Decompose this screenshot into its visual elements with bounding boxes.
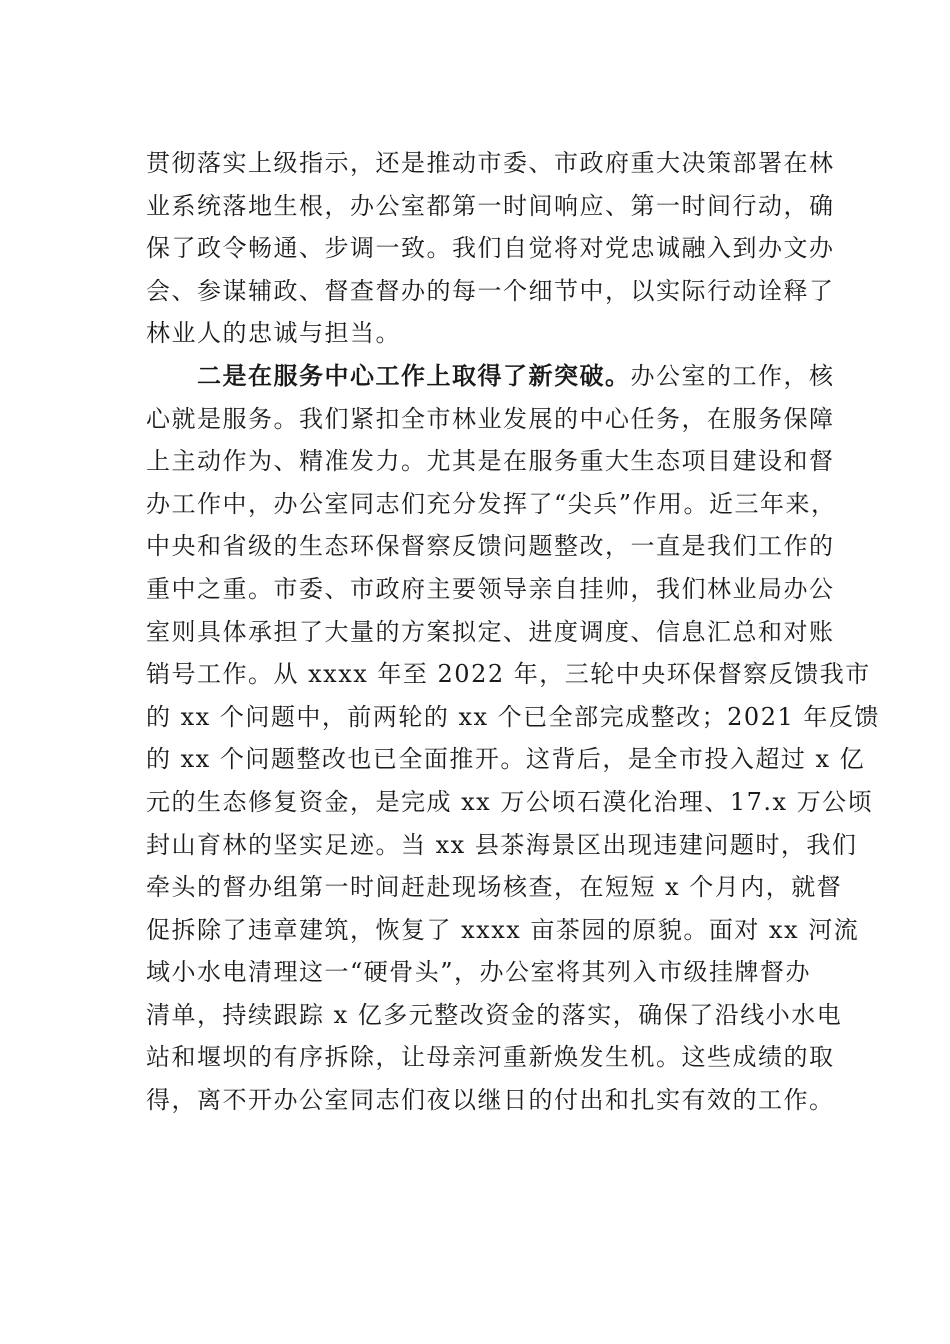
- paragraph-2-first-line-rest: 办公室的工作，核: [630, 361, 835, 390]
- text-line: 林业人的忠诚与担当。: [146, 319, 401, 348]
- text-line: 销号工作。从 xxxx 年至 2022 年，三轮中央环保督察反馈我市: [146, 660, 871, 689]
- text-line: 站和堰坝的有序拆除，让母亲河重新焕发生机。这些成绩的取: [146, 1043, 835, 1072]
- text-line: 会、参谋辅政、督查督办的每一个细节中，以实际行动诠释了: [146, 276, 835, 305]
- text-line: 中央和省级的生态环保督察反馈问题整改，一直是我们工作的: [146, 532, 835, 561]
- text-line: 牵头的督办组第一时间赶赴现场核查，在短短 x 个月内，就督: [146, 873, 843, 902]
- text-line: 业系统落地生根，办公室都第一时间响应、第一时间行动，确: [146, 191, 835, 220]
- text-line: 封山育林的坚实足迹。当 xx 县茶海景区出现违建问题时，我们: [146, 830, 858, 859]
- text-line: 室则具体承担了大量的方案拟定、进度调度、信息汇总和对账: [146, 617, 835, 646]
- text-line: 清单，持续跟踪 x 亿多元整改资金的落实，确保了沿线小水电: [146, 1000, 843, 1029]
- text-line: 元的生态修复资金，是完成 xx 万公顷石漠化治理、17.x 万公顷: [146, 787, 874, 816]
- text-line: 的 xx 个问题整改也已全面推开。这背后，是全市投入超过 x 亿: [146, 745, 866, 774]
- document-body: [146, 142, 880, 1122]
- text-line: 贯彻落实上级指示，还是推动市委、市政府重大决策部署在林: [146, 149, 835, 177]
- paragraph-2: [146, 355, 880, 1122]
- text-line: 上主动作为、精准发力。尤其是在服务重大生态项目建设和督: [146, 447, 835, 476]
- paragraph-2-lead-heading: 二是在服务中心工作上取得了新突破。: [197, 360, 631, 390]
- text-line: 得，离不开办公室同志们夜以继日的付出和扎实有效的工作。: [146, 1086, 835, 1115]
- text-line: 办工作中，办公室同志们充分发挥了“尖兵”作用。近三年来，: [146, 489, 837, 518]
- text-line: 促拆除了违章建筑，恢复了 xxxx 亩茶园的原貌。面对 xx 河流: [146, 915, 860, 944]
- text-line: 域小水电清理这一“硬骨头”，办公室将其列入市级挂牌督办: [146, 958, 812, 987]
- text-line: [146, 355, 835, 398]
- text-line: 保了政令畅通、步调一致。我们自觉将对党忠诚融入到办文办: [146, 234, 835, 263]
- text-line: 心就是服务。我们紧扣全市林业发展的中心任务，在服务保障: [146, 404, 835, 433]
- text-line: 重中之重。市委、市政府主要领导亲自挂帅，我们林业局办公: [146, 574, 835, 603]
- paragraph-1: [146, 142, 835, 355]
- text-line: 的 xx 个问题中，前两轮的 xx 个已全部完成整改；2021 年反馈: [146, 702, 880, 731]
